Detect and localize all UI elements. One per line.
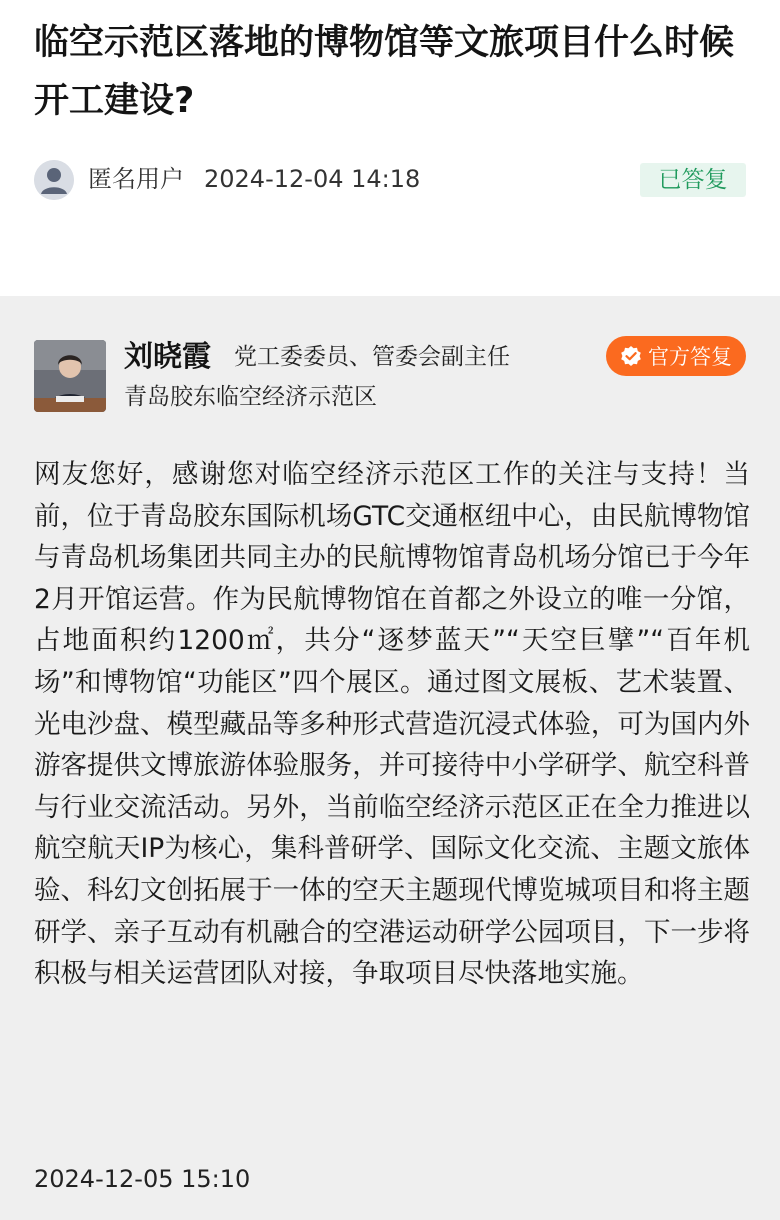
answer-body: 网友您好，感谢您对临空经济示范区工作的关注与支持！当前，位于青岛胶东国际机场GTC交通枢纽中心，由民航博物馆与青岛机场集团共同主办的民航博物馆青岛机场分馆已于今年2月开馆运营。作为民航博物馆在首都之外设立的唯一分馆，占地面积约1200㎡，共分“逐梦蓝天”“天空巨擘”“百年机场”和博物馆“功能区”四个展区。通过图文展板、艺术装置、光电沙盘、模型藏品等多种形式营造沉浸式体验，可为国内外游客提供文博旅游体验服务，并可接待中小学研学、航空科普与行业交流活动。另外，当前临空经济示范区正在全力推进以航空航天IP为核心，集科普研学、国际文化交流、主题文旅体验、科幻文创拓展于一体的空天主题现代博览城项目和将主题研学、亲子互动有机融合的空港运动研学公园项目，下一步将积极与相关运营团队对接，争取项目尽快落地实施。 bbox=[34, 459, 750, 990]
official-reply-label: 官方答复 bbox=[648, 345, 732, 369]
responder-photo bbox=[34, 340, 106, 412]
question-title: 临空示范区落地的博物馆等文旅项目什么时候开工建设? bbox=[34, 23, 735, 121]
responder-name: 刘晓霞 bbox=[124, 339, 212, 373]
question-section bbox=[0, 0, 780, 296]
check-badge-icon bbox=[620, 345, 642, 367]
answered-timestamp: 2024-12-05 15:10 bbox=[34, 1165, 251, 1193]
answer-section bbox=[0, 296, 780, 1220]
asker-name: 匿名用户 bbox=[88, 165, 184, 193]
status-badge: 已答复 bbox=[640, 163, 746, 197]
user-avatar-icon bbox=[34, 160, 74, 200]
official-reply-badge bbox=[606, 336, 746, 376]
responder-organization: 青岛胶东临空经济示范区 bbox=[124, 384, 377, 410]
asked-timestamp: 2024-12-04 14:18 bbox=[204, 165, 421, 193]
responder-role: 党工委委员、管委会副主任 bbox=[234, 344, 510, 370]
